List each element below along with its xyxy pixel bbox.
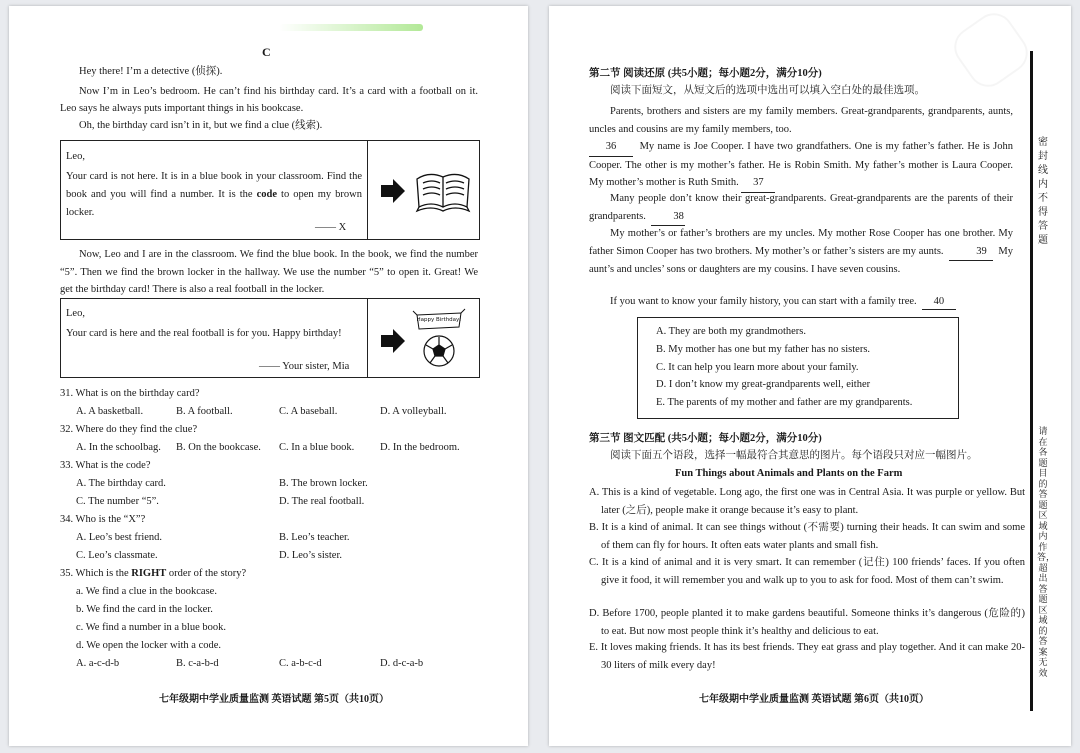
q32-option-c[interactable]: C. In a blue book. [279,442,355,453]
q31-option-a[interactable]: A. A basketball. [76,406,144,417]
blank-40[interactable]: 40 [922,295,956,310]
q35-option-b[interactable]: B. c-a-b-d [176,658,219,669]
section-3-header: 第三节 图文匹配 (共5小题；每小题2分，满分10分) [589,433,822,444]
q33-option-a[interactable]: A. The birthday card. [76,478,166,489]
note-signature: —— X [315,222,347,233]
arrow-icon [381,179,405,203]
q35-option-c[interactable]: C. a-b-c-d [279,658,322,669]
q34-option-c[interactable]: C. Leo’s classmate. [76,550,158,561]
q31-option-d[interactable]: D. A volleyball. [380,406,447,417]
birthday-banner-icon [413,309,465,329]
q35-step-d: d. We open the locker with a code. [76,640,222,651]
page-footer: 七年级期中学业质量监测 英语试题 第5页（共10页） [159,694,389,705]
reading-paragraph-1: Parents, brothers and sisters are my family members. Great-grandparents, grandparents, aunts, uncles and cousins are my family members, too. [589,106,1013,135]
options-box [637,317,959,419]
open-book-icon [417,174,469,211]
q35-step-b: b. We find the card in the locker. [76,604,213,615]
question-32: 32. Where do they find the clue? [60,424,198,435]
watermark-mark [946,5,1035,94]
q33-option-b[interactable]: B. The brown locker. [279,478,368,489]
exam-page-5 [9,6,528,746]
q33-option-c[interactable]: C. The number “5”. [76,496,159,507]
farm-item-e: E. It loves making friends. It has its best friends. They eat grass and play together. And it can make 20-30 liters of milk every day! [589,642,1025,671]
section-2-header: 第二节 阅读还原 (共5小题；每小题2分，满分10分) [589,68,822,79]
option-a[interactable]: A. They are both my grandmothers. [656,326,806,337]
passage-paragraph-4: Now, Leo and I are in the classroom. We find the blue book. In the book, we find the number “5”. Then we find the brown locker in the hallway. We use the number “5” to open it. Great! We get the birthday card! There is also a real football in the locker. [60,249,478,295]
section-3-title: Fun Things about Animals and Plants on the Farm [675,468,903,479]
farm-item-c: C. It is a kind of animal and it is very smart. It can remember (记住) 100 friends’ faces. If you often give it food, it will remember you and walk up to you to ask for food. Most of them can’t swim. [589,557,1025,586]
note-divider [367,299,368,377]
reading-paragraph-3: Many people don’t know their great-grandparents. Great-grandparents are the parents of their grandparents. 38 [589,190,1013,226]
q34-option-a[interactable]: A. Leo’s best friend. [76,532,163,543]
section-3-instruction: 阅读下面五个语段，选择一幅最符合其意思的图片。每个语段只对应一幅图片。 [610,450,978,461]
q31-option-b[interactable]: B. A football. [176,406,233,417]
note-greeting: Leo, [66,308,85,319]
q35-step-a: a. We find a clue in the bookcase. [76,586,217,597]
q34-option-b[interactable]: B. Leo’s teacher. [279,532,350,543]
passage-intro: Hey there! I’m a detective (侦探). [79,66,223,77]
q31-option-c[interactable]: C. A baseball. [279,406,338,417]
passage-paragraph-2: Now I’m in Leo’s bedroom. He can’t find his birthday card. It’s a card with a football on it. Leo says he always puts important things in his bookcase. [60,86,478,114]
birthday-note-box [60,298,480,378]
seal-line-notice: 密封线内不得答题 [1038,137,1048,246]
farm-item-a: A. This is a kind of vegetable. Long ago, the first one was in Central Asia. It was purple or yellow. But later (之后), people make it orange because it’s easy to plant. [589,487,1025,516]
passage-paragraph-3: Oh, the birthday card isn’t in it, but we find a clue (线索). [79,120,323,131]
question-33: 33. What is the code? [60,460,151,471]
highlight-mark [279,24,423,31]
answer-area-notice: 请在各题目的答题区域内作答，超出答题区域的答案无效 [1037,426,1056,678]
arrow-book-illustration [377,163,473,219]
q35-option-a[interactable]: A. a-c-d-b [76,658,120,669]
arrow-football-illustration [377,305,473,373]
football-icon [424,336,454,366]
q35-option-d[interactable]: D. d-c-a-b [380,658,424,669]
reading-paragraph-4: My mother’s or father’s brothers are my uncles. My mother Rose Cooper has one brother. My father Simon Cooper has two brothers. My mother’s or father’s sisters are my aunts. 39 My aunt’s and uncles’ sons or daughters are my cousins. I have seven cousins. [589,228,1013,275]
section-letter: C [262,45,271,59]
blank-39[interactable]: 39 [949,243,993,262]
section-2-instruction: 阅读下面短文，从短文后的选项中选出可以填入空白处的最佳选项。 [610,85,925,96]
option-e[interactable]: E. The parents of my mother and father are my grandparents. [656,397,913,408]
note-signature: —— Your sister, Mia [259,361,350,372]
note-divider [367,141,368,239]
note-greeting: Leo, [66,151,85,162]
blank-36[interactable]: 36 [589,138,633,157]
exam-page-6 [549,6,1071,746]
blank-37[interactable]: 37 [741,174,775,193]
option-d[interactable]: D. I don’t know my great-grandparents well, either [656,379,871,390]
reading-paragraph-2: 36 My name is Joe Cooper. I have two grandfathers. One is my father’s father. He is John Cooper. The other is my mother’s father. He is Robin Smith. My father’s mother is Laura Cooper. My mother’s mother is Ruth Smith. 37 [589,138,1013,193]
q32-option-a[interactable]: A. In the schoolbag. [76,442,161,453]
option-c[interactable]: C. It can help you learn more about your family. [656,362,859,373]
page-footer: 七年级期中学业质量监测 英语试题 第6页（共10页） [699,694,929,705]
blank-38[interactable]: 38 [651,208,685,227]
arrow-icon [381,329,405,353]
note-body: Your card is not here. It is in a blue book in your classroom. Find the book and you will find a number. It is the code to open my brown locker. [66,171,363,218]
clue-note-box [60,140,480,240]
q32-option-b[interactable]: B. On the bookcase. [176,442,261,453]
option-b[interactable]: B. My mother has one but my father has no sisters. [656,344,871,355]
question-34: 34. Who is the “X”? [60,514,146,525]
question-35: 35. Which is the RIGHT order of the story? [60,568,247,579]
note-body: Your card is here and the real football is for you. Happy birthday! [66,328,342,339]
q33-option-d[interactable]: D. The real football. [279,496,365,507]
farm-item-d: D. Before 1700, people planted it to make gardens beautiful. Someone thinks it’s dangerous (危险的) to eat. But now most people think it’s healthy and delicious to eat. [589,608,1025,637]
reading-paragraph-5: If you want to know your family history, you can start with a family tree. 40 [610,295,956,310]
q35-step-c: c. We find a number in a blue book. [76,622,227,633]
q32-option-d[interactable]: D. In the bedroom. [380,442,460,453]
svg-text:Happy Birthday!: Happy Birthday! [416,317,462,323]
question-31: 31. What is on the birthday card? [60,388,200,399]
q34-option-d[interactable]: D. Leo’s sister. [279,550,342,561]
binding-line [1030,51,1033,711]
farm-item-b: B. It is a kind of animal. It can see things without (不需要) turning their heads. It can swim and some of them can fly for hours. It often eats water plants and small fish. [589,522,1025,551]
